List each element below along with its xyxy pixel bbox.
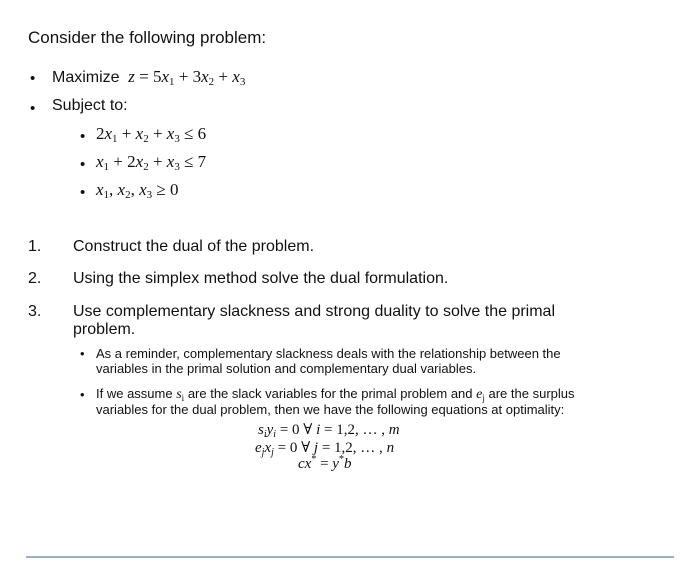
bullet-constraint-3: • [80,184,86,201]
bullet-subject-to: • [30,100,36,117]
note-assume-part2: are the slack variables for the primal problem and [187,386,473,401]
question-1-number: 1. [28,238,42,255]
question-3-text-line1: Use complementary slackness and strong duality to solve the primal [73,303,555,320]
question-2-number: 2. [28,270,42,287]
equation-slack: $s_iy_i = 0$ ∀ i = 1,2, … , m [258,422,400,440]
objective-label: Maximize [52,69,120,86]
bullet-constraint-2: • [80,156,86,173]
equation-surplus: $e_jx_j = 0$ ∀ j = 1,2, … , n [255,440,395,458]
note-assume-part1: If we assume [96,386,173,401]
note-assume-line2: variables for the dual problem, then we have the following equations at optimality: [96,402,565,417]
note-reminder-line1: As a reminder, complementary slackness deals with the relationship between the [96,346,561,361]
surplus-variable-symbol: $e_j$ [476,387,485,403]
problem-heading: Consider the following problem: [28,28,267,47]
constraint-2: $x_1 + 2x_2 + x_3 \le 7$ [96,152,207,173]
bullet-constraint-1: • [80,128,86,145]
subject-to-label: Subject to: [52,97,128,114]
bullet-note-reminder: • [80,346,85,361]
note-assume-line1 [96,386,575,402]
objective-formula: $z = 5x_1 + 3x_2 + x_3$ [128,67,246,88]
bullet-note-assume: • [80,387,85,402]
bottom-divider [26,556,674,558]
question-1-text: Construct the dual of the problem. [73,238,315,255]
equation-strong-duality: cx* = y*b [298,454,352,472]
question-3-text-line2: problem. [73,321,136,338]
slack-variable-symbol: $s_i$ [176,387,185,403]
note-reminder-line2: variables in the primal solution and complementary dual variables. [96,361,477,376]
constraint-1: $2x_1 + x_2 + x_3 \le 6$ [96,124,207,145]
note-assume-part3: are the surplus [488,386,575,401]
question-3-number: 3. [28,303,42,320]
bullet-objective: • [30,70,36,87]
question-2-text: Using the simplex method solve the dual formulation. [73,270,449,287]
objective-line [52,67,245,87]
constraint-3: $x_1$, $x_2$, $x_3 \ge 0$ [96,180,179,201]
